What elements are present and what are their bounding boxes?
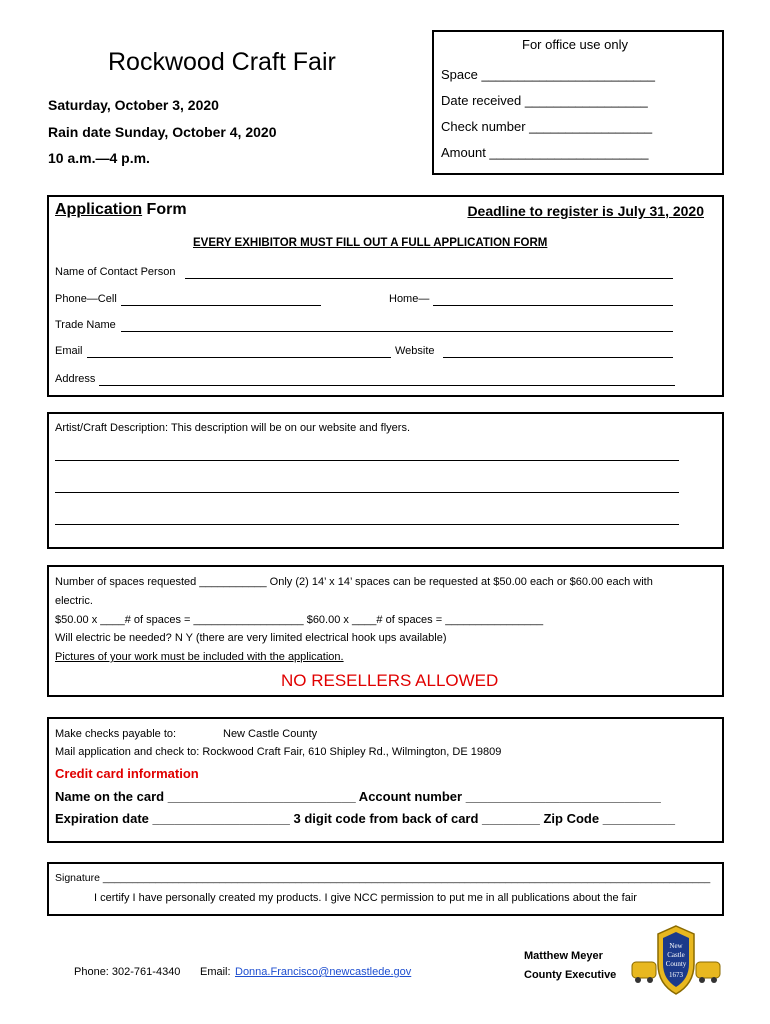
exhibitor-notice: EVERY EXHIBITOR MUST FILL OUT A FULL APPLICATION FORM xyxy=(193,237,548,249)
description-label: Artist/Craft Description: This description will be on our website and flyers. xyxy=(55,422,410,434)
contact-person-label: Name of Contact Person xyxy=(55,266,176,278)
seal-text-castle: Castle xyxy=(667,951,685,959)
credit-card-heading: Credit card information xyxy=(55,766,199,781)
description-line-3[interactable] xyxy=(55,524,679,525)
card-name-account-line[interactable]: Name on the card __________________________ Account number ___________________________ xyxy=(55,789,661,804)
seal-text-new: New xyxy=(669,942,683,950)
mail-address: Mail application and check to: Rockwood Craft Fair, 610 Shipley Rd., Wilmington, DE 19809 xyxy=(55,746,502,758)
footer-phone: Phone: 302-761-4340 xyxy=(74,966,181,978)
spaces-electric-line: electric. xyxy=(55,595,93,607)
no-resellers-notice: NO RESELLERS ALLOWED xyxy=(281,671,499,690)
address-field[interactable] xyxy=(99,385,675,386)
rain-date: Rain date Sunday, October 4, 2020 xyxy=(48,124,277,140)
page-title: Rockwood Craft Fair xyxy=(108,48,336,76)
trade-name-label: Trade Name xyxy=(55,319,116,331)
address-label: Address xyxy=(55,373,96,385)
phone-cell-field[interactable] xyxy=(121,305,321,306)
description-line-2[interactable] xyxy=(55,492,679,493)
form-word: Form xyxy=(142,201,187,218)
signature-box xyxy=(47,862,724,916)
office-amount-field[interactable]: Amount ______________________ xyxy=(441,145,649,160)
trade-name-field[interactable] xyxy=(121,331,673,332)
event-date: Saturday, October 3, 2020 xyxy=(48,97,219,113)
executive-title: County Executive xyxy=(524,969,617,981)
expiration-code-zip-line[interactable]: Expiration date ___________________ 3 digit code from back of card ________ Zip Code __________ xyxy=(55,811,676,826)
website-label: Website xyxy=(395,345,435,357)
application-form-box xyxy=(47,195,724,397)
office-heading: For office use only xyxy=(522,37,628,52)
pictures-required-note: Pictures of your work must be included with the application. xyxy=(55,651,344,663)
seal-text-county: County xyxy=(665,960,687,968)
office-use-box xyxy=(432,30,724,175)
payable-label: Make checks payable to: xyxy=(55,728,177,740)
home-phone-label: Home— xyxy=(389,293,430,305)
footer-email-label: Email: xyxy=(200,966,231,978)
email-label: Email xyxy=(55,345,83,357)
spaces-pricing-line[interactable]: $50.00 x ____# of spaces = __________________ $60.00 x ____# of spaces = ________________ xyxy=(55,614,544,626)
home-phone-field[interactable] xyxy=(433,305,673,306)
signature-field[interactable]: Signature ________________________________________________________________________________________________________ xyxy=(55,872,711,884)
payable-to: New Castle County xyxy=(223,728,318,740)
footer-email-link[interactable]: Donna.Francisco@newcastlede.gov xyxy=(235,966,412,978)
application-word: Application xyxy=(55,201,143,218)
electric-needed-line[interactable]: Will electric be needed? N Y (there are very limited electrical hook ups available) xyxy=(55,632,447,644)
executive-name: Matthew Meyer xyxy=(524,950,603,962)
phone-cell-label: Phone—Cell xyxy=(55,293,117,305)
certify-statement: I certify I have personally created my products. I give NCC permission to put me in all publications about the fair xyxy=(94,892,637,904)
payment-box xyxy=(47,717,724,843)
deadline-notice: Deadline to register is July 31, 2020 xyxy=(467,203,704,219)
event-hours: 10 a.m.—4 p.m. xyxy=(48,150,150,166)
spaces-box xyxy=(47,565,724,697)
spaces-requested-line[interactable]: Number of spaces requested ___________ Only (2) 14’ x 14’ spaces can be requested at $50.00 each or $60.00 each with xyxy=(55,576,653,588)
description-box xyxy=(47,412,724,549)
office-space-field[interactable]: Space ________________________ xyxy=(441,67,655,82)
application-form-title xyxy=(55,201,187,219)
email-field[interactable] xyxy=(87,357,391,358)
office-date-received-field[interactable]: Date received _________________ xyxy=(441,93,648,108)
office-check-number-field[interactable]: Check number _________________ xyxy=(441,119,653,134)
website-field[interactable] xyxy=(443,357,673,358)
description-line-1[interactable] xyxy=(55,460,679,461)
seal-text-year: 1673 xyxy=(669,971,683,979)
county-seal-icon xyxy=(628,924,724,996)
contact-person-field[interactable] xyxy=(185,278,673,279)
